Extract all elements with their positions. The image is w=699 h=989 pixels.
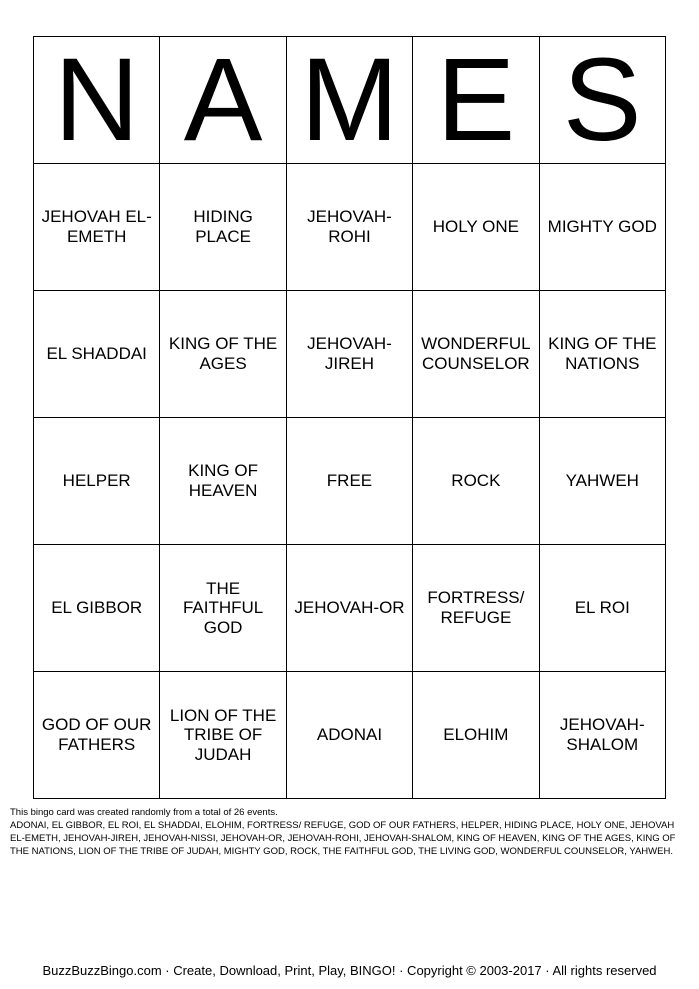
- card-cell: EL ROI: [539, 545, 665, 672]
- card-info: [10, 806, 690, 858]
- card-cell: ADONAI: [286, 672, 412, 799]
- card-row-4: [34, 545, 666, 672]
- card-row-2: [34, 291, 666, 418]
- card-info-events: ADONAI, EL GIBBOR, EL ROI, EL SHADDAI, ELOHIM, FORTRESS/ REFUGE, GOD OF OUR FATHERS, HELPER, HIDING PLACE, HOLY ONE, JEHOVAH EL-EMETH, JEHOVAH-JIREH, JEHOVAH-NISSI, JEHOVAH-OR, JEHOVAH-ROHI, JEHOVAH-SHALOM, KING OF HEAVEN, KING OF THE AGES, KING OF THE NATIONS, LION OF THE TRIBE OF JUDAH, MIGHTY GOD, ROCK, THE FAITHFUL GOD, THE LIVING GOD, WONDERFUL COUNSELOR, YAHWEH.: [10, 820, 676, 857]
- card-cell: ROCK: [413, 418, 539, 545]
- free-space-cell: FREE: [286, 418, 412, 545]
- card-cell: JEHOVAH-ROHI: [286, 164, 412, 291]
- card-cell: LION OF THE TRIBE OF JUDAH: [160, 672, 286, 799]
- header-letter-n: N: [34, 37, 160, 164]
- card-cell: JEHOVAH-JIREH: [286, 291, 412, 418]
- header-letter-e: E: [413, 37, 539, 164]
- card-cell: JEHOVAH EL-EMETH: [34, 164, 160, 291]
- card-cell: KING OF THE NATIONS: [539, 291, 665, 418]
- header-letter-s: S: [539, 37, 665, 164]
- card-cell: GOD OF OUR FATHERS: [34, 672, 160, 799]
- header-row: [34, 37, 666, 164]
- card-cell: WONDERFUL COUNSELOR: [413, 291, 539, 418]
- card-cell: JEHOVAH-OR: [286, 545, 412, 672]
- card-cell: KING OF THE AGES: [160, 291, 286, 418]
- card-cell: ELOHIM: [413, 672, 539, 799]
- card-cell: EL SHADDAI: [34, 291, 160, 418]
- card-cell: THE FAITHFUL GOD: [160, 545, 286, 672]
- bingo-card: [33, 36, 666, 799]
- card-cell: YAHWEH: [539, 418, 665, 545]
- card-cell: HIDING PLACE: [160, 164, 286, 291]
- card-row-1: [34, 164, 666, 291]
- header-letter-a: A: [160, 37, 286, 164]
- card-cell: HOLY ONE: [413, 164, 539, 291]
- card-cell: HELPER: [34, 418, 160, 545]
- header-letter-m: M: [286, 37, 412, 164]
- card-cell: JEHOVAH-SHALOM: [539, 672, 665, 799]
- card-row-5: [34, 672, 666, 799]
- card-row-3: [34, 418, 666, 545]
- card-info-summary: This bingo card was created randomly from a total of 26 events.: [10, 807, 278, 818]
- card-cell: KING OF HEAVEN: [160, 418, 286, 545]
- card-cell: EL GIBBOR: [34, 545, 160, 672]
- card-cell: MIGHTY GOD: [539, 164, 665, 291]
- page-footer: BuzzBuzzBingo.com · Create, Download, Print, Play, BINGO! · Copyright © 2003-2017 · All rights reserved: [42, 963, 657, 978]
- card-cell: FORTRESS/ REFUGE: [413, 545, 539, 672]
